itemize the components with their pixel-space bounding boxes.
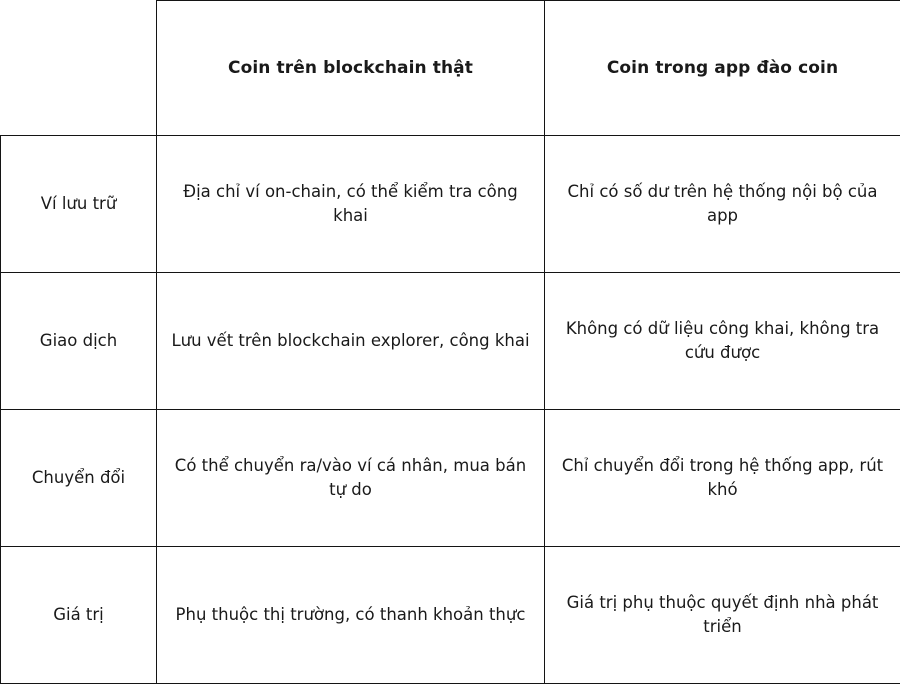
cell-value-app: Giá trị phụ thuộc quyết định nhà phát triển	[545, 547, 900, 684]
row-label-conversion: Chuyển đổi	[1, 410, 157, 547]
table-row	[1, 273, 900, 410]
row-label-wallet: Ví lưu trữ	[1, 136, 157, 273]
table-row	[1, 410, 900, 547]
column-header-real-coin: Coin trên blockchain thật	[157, 1, 545, 136]
row-label-transaction: Giao dịch	[1, 273, 157, 410]
cell-transaction-app: Không có dữ liệu công khai, không tra cứu được	[545, 273, 900, 410]
cell-wallet-real: Địa chỉ ví on-chain, có thể kiểm tra công khai	[157, 136, 545, 273]
table-corner-cell	[1, 1, 157, 136]
cell-wallet-app: Chỉ có số dư trên hệ thống nội bộ của app	[545, 136, 900, 273]
cell-value-real: Phụ thuộc thị trường, có thanh khoản thực	[157, 547, 545, 684]
table-header-row	[1, 1, 900, 136]
cell-conversion-real: Có thể chuyển ra/vào ví cá nhân, mua bán tự do	[157, 410, 545, 547]
row-label-value: Giá trị	[1, 547, 157, 684]
table-row	[1, 547, 900, 684]
cell-conversion-app: Chỉ chuyển đổi trong hệ thống app, rút khó	[545, 410, 900, 547]
table-row	[1, 136, 900, 273]
column-header-app-coin: Coin trong app đào coin	[545, 1, 900, 136]
cell-transaction-real: Lưu vết trên blockchain explorer, công khai	[157, 273, 545, 410]
